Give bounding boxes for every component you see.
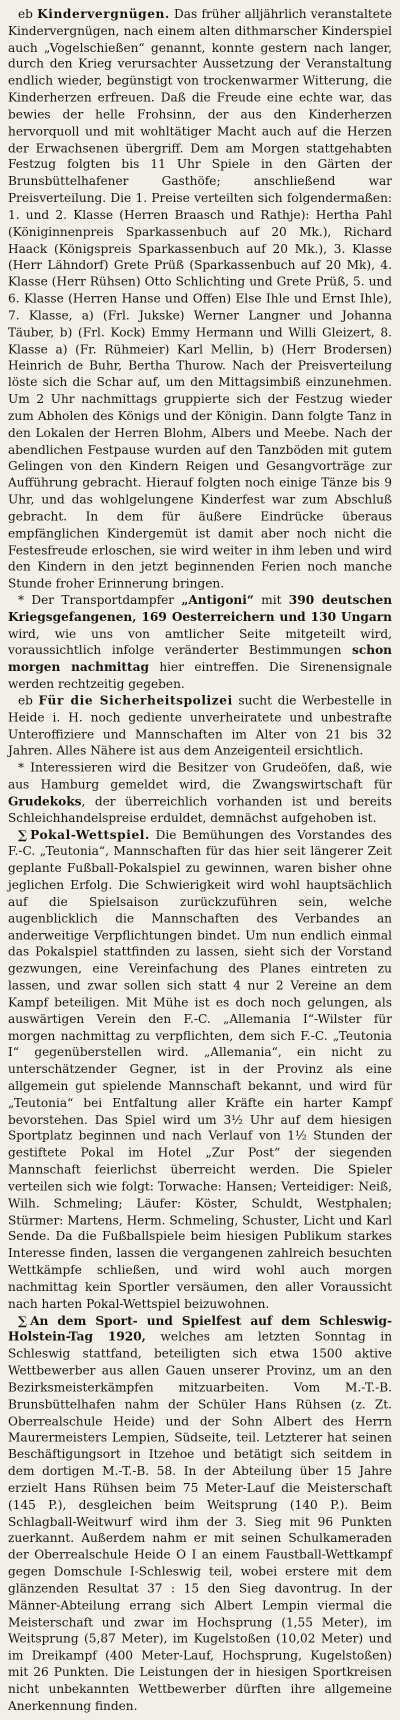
paragraph-text: welches am letzten Sonntag in Schleswig stattfand, beteiligten sich etwa 1500 aktive Wettbewerber aus allen Gauen unserer Provinz, um an den Bezirksmeisterkämpfen mitzuarbeiten. Vom M.-T.-B. Brunsbüttelhafen nahm der Schüler Hans Rühsen (z. Zt. Oberrealschule Heide) und der Sohn Albert des Herrn Maurermeisters Lempien, Südseite, teil. Letzterer hat seinen Beschäftigungsort in Itzehoe und betätigt sich seitdem in dem dortigen M.-T.-B. 58. In der Abteilung über 15 Jahre erzielt Hans Rühsen beim 75 Meter-Lauf die Meisterschaft (145 P.), desgleichen beim Weitsprung (140 P.). Beim Schlagball-Weitwurf wird ihm der 3. Sieg mit 96 Punkten zuerkannt. Außerdem nahm er mit seinen Schulkameraden der Oberrealschule Heide O I an einem Faustball-Wettkampf gegen Domschule I-Schleswig teil, wobei erstere mit dem glänzenden Resultat 37 : 15 den Sieg davontrug. In der Männer-Abteilung errang sich Albert Lempin viermal die Meisterschaft und zwar im Hochsprung (1,55 Meter), im Weitsprung (5,87 Meter), im Kugelstoßen (10,02 Meter) und im Dreikampf (400 Meter-Lauf, Hochsprung, Kugelstoßen) mit 26 Punkten. Die Leistungen der in hiesigen Sportkreisen nicht unbekannten Wettbewerber dürften ihre allgemeine Anerkennung finden. [8, 1330, 393, 1713]
paragraph-mark: * [17, 593, 25, 608]
paragraph-lead: An dem Sport- und Spielfest auf dem Schleswig-Holstein-Tag 1920, [8, 1313, 392, 1345]
paragraph-lead: Für die Sicherheitspolizei [38, 693, 233, 708]
paragraph-sicherheitspolizei [8, 693, 392, 760]
paragraph-text: , der überreichlich vorhanden ist und bereits Schleichhandelspreise erduldet, demnächst aufgehoben ist. [8, 794, 392, 825]
paragraph-antigoni [8, 592, 392, 692]
paragraph-highlight: schon morgen nachmittag [8, 643, 393, 675]
paragraph-text: wird, wie uns von amtlicher Seite mitgeteilt wird, voraussichtlich infolge veränderter Bestimmungen [8, 626, 392, 658]
ship-name: „Antigoni“ [181, 593, 254, 608]
paragraph-highlight: 390 deutschen Kriegsgefangenen, 169 Oesterreichern und 130 Ungarn [8, 593, 393, 624]
paragraph-mark: * [17, 760, 25, 775]
section-mark: ∑ [17, 827, 28, 842]
paragraph-text: Interessieren wird die Besitzer von Grudeöfen, daß, wie aus Hamburg gemeldet wird, die Zwangswirtschaft für [8, 760, 392, 792]
paragraph-text: hier eintreffen. Die Sirenensignale werden rechtzeitig gegeben. [8, 660, 393, 691]
section-mark: ∑ [17, 1313, 28, 1328]
paragraph-mark: eb [17, 6, 33, 21]
paragraph-grudekoks [8, 760, 392, 827]
paragraph-text: Das früher alljährlich veranstaltete Kindervergnügen, nach einem alten dithmarscher Kinderspiel auch „Vogelschießen“ genannt, konnte gestern nach langer, durch den Krieg verursachter Aussetzung der Veranstaltung endlich wieder, begünstigt von trockenwarmer Witterung, die Kinderherzen erfreuen. Daß die Freude eine echte war, das bewies der helle Frohsinn, der aus den Kinderherzen hervorquoll und mit wohltätiger Macht auch auf die Herzen der Erwachsenen übergriff. Dem am Morgen stattgehabten Festzug folgten bis 11 Uhr Spiele in den Gärten der Brunsbüttelhafener Gasthöfe; anschließend war Preisverteilung. Die 1. Preise verteilten sich folgendermaßen: 1. und 2. Klasse (Herren Braasch und Rathje): Hertha Pahl (Königinnenpreis Sparkassenbuch auf 20 Mk.), Richard Haack (Königspreis Sparkassenbuch auf 20 Mk.), 3. Klasse (Herr Lähndorf) Grete Prüß (Sparkassenbuch auf 20 Mk), 4. Klasse (Herr Rühsen) Otto Schlichting und Grete Prüß, 5. und 6. Klasse (Herren Hanse und Offen) Else Ihle und Ernst Ihle), 7. Klasse, a) (Frl. Jukske) Werner Langner und Johanna Täuber, b) (Frl. Kock) Emmy Hermann und Willi Gleizert, 8. Klasse a) (Fr. Rühmeier) Karl Mellin, b) (Herr Brodersen) Heinrich de Buhr, Bertha Thurow. Nach der Preisverteilung löste sich die Schar auf, um den Mittagsimbiß einzunehmen. Um 2 Uhr nachmittags gruppierte sich der Festzug wieder zum Abholen des Königs und der Königin. Dann folgte Tanz in den Lokalen der Herren Blohm, Albers und Meebe. Nach der abendlichen Festpause wurden auf den Tanzböden mit gutem Gelingen von den Kindern Reigen und Gesangvorträge zur Aufführung gebracht. Hierauf folgten noch einige Tänze bis 9 Uhr, und das wohlgelungene Kinderfest war zum Abschluß gebracht. In dem für äußere Eindrücke überaus empfänglichen Kindergemüt ist damit aber noch nicht die Festesfreude erloschen, sie wird weiter in ihm leben und wird den Kindern in den jetzt beginnenden Ferien noch manche Stunde froher Erinnerung bringen. [8, 6, 392, 591]
paragraph-kindervergnuegen [8, 6, 392, 592]
paragraph-lead: Kindervergnügen. [37, 6, 170, 21]
paragraph-lead: Pokal-Wettspiel. [30, 827, 150, 842]
paragraph-sportfest [8, 1312, 392, 1714]
paragraph-text: mit [261, 593, 282, 608]
paragraph-highlight: Grudekoks [8, 794, 82, 809]
article-column [8, 6, 392, 1714]
paragraph-text: Die Bemühungen des Vorstandes des F.-C. „Teutonia“, Mannschaften für das hier seit längerer Zeit geplante Fußball-Pokalspiel zu gewinnen, waren bisher ohne jeglichen Erfolg. Die Schwierigkeit wird wohl hauptsächlich auf die Spielsaison zurückzuführen sein, welche augenblicklich die Mannschaften des Verbandes an anderweitige Verpflichtungen bindet. Um nun endlich einmal das Pokalspiel stattfinden zu lassen, sieht sich der Vorstand gezwungen, eine Vereinfachung des Planes eintreten zu lassen, und zwar sollen sich statt 4 nur 2 Vereine an dem Kampf beteiligen. Mit Mühe ist es doch noch gelungen, als auswärtigen Verein den F.-C. „Allemania I“-Wilster für morgen nachmittag zu verpflichten, dem sich F.-C. „Teutonia I“ gegenüberstellen wird. „Allemania“, ein nicht zu unterschätzender Gegner, ist in der Provinz als eine allgemein gut spielende Mannschaft bekannt, und wird für „Teutonia“ bei Entfaltung aller Kräfte ein harter Kampf bevorstehen. Das Spiel wird um 3½ Uhr auf dem hiesigen Sportplatz beginnen und nach Verlauf von 1½ Stunden der gestiftete Pokal im Hotel „Zur Post“ der siegenden Mannschaft feierlichst überreicht werden. Die Spieler verteilen sich wie folgt: Torwache: Hansen; Verteidiger: Neiß, Wilh. Schmeling; Läufer: Köster, Schuldt, Westphalen; Stürmer: Martens, Herm. Schmeling, Schuster, Licht und Karl Sende. Da die Fußballspiele beim hiesigen Publikum starkes Interesse finden, lassen die vergangenen zahlreich besuchten Wettkämpfe schließen, und wird wohl auch morgen nachmittag kein Sportler versäumen, den aller Voraussicht nach harten Pokal-Wettspiel beizuwohnen. [8, 827, 392, 1311]
paragraph-pokal-wettspiel [8, 827, 392, 1313]
paragraph-text: sucht die Werbestelle in Heide i. H. noch gediente unverheiratete und unbestrafte Unteroffiziere und Mannschaften im Alter von 21 bis 32 Jahren. Alles Nähere ist aus dem Anzeigenteil ersichtlich. [8, 693, 392, 758]
paragraph-text: Der Transportdampfer [31, 593, 175, 608]
paragraph-mark: eb [17, 693, 33, 708]
